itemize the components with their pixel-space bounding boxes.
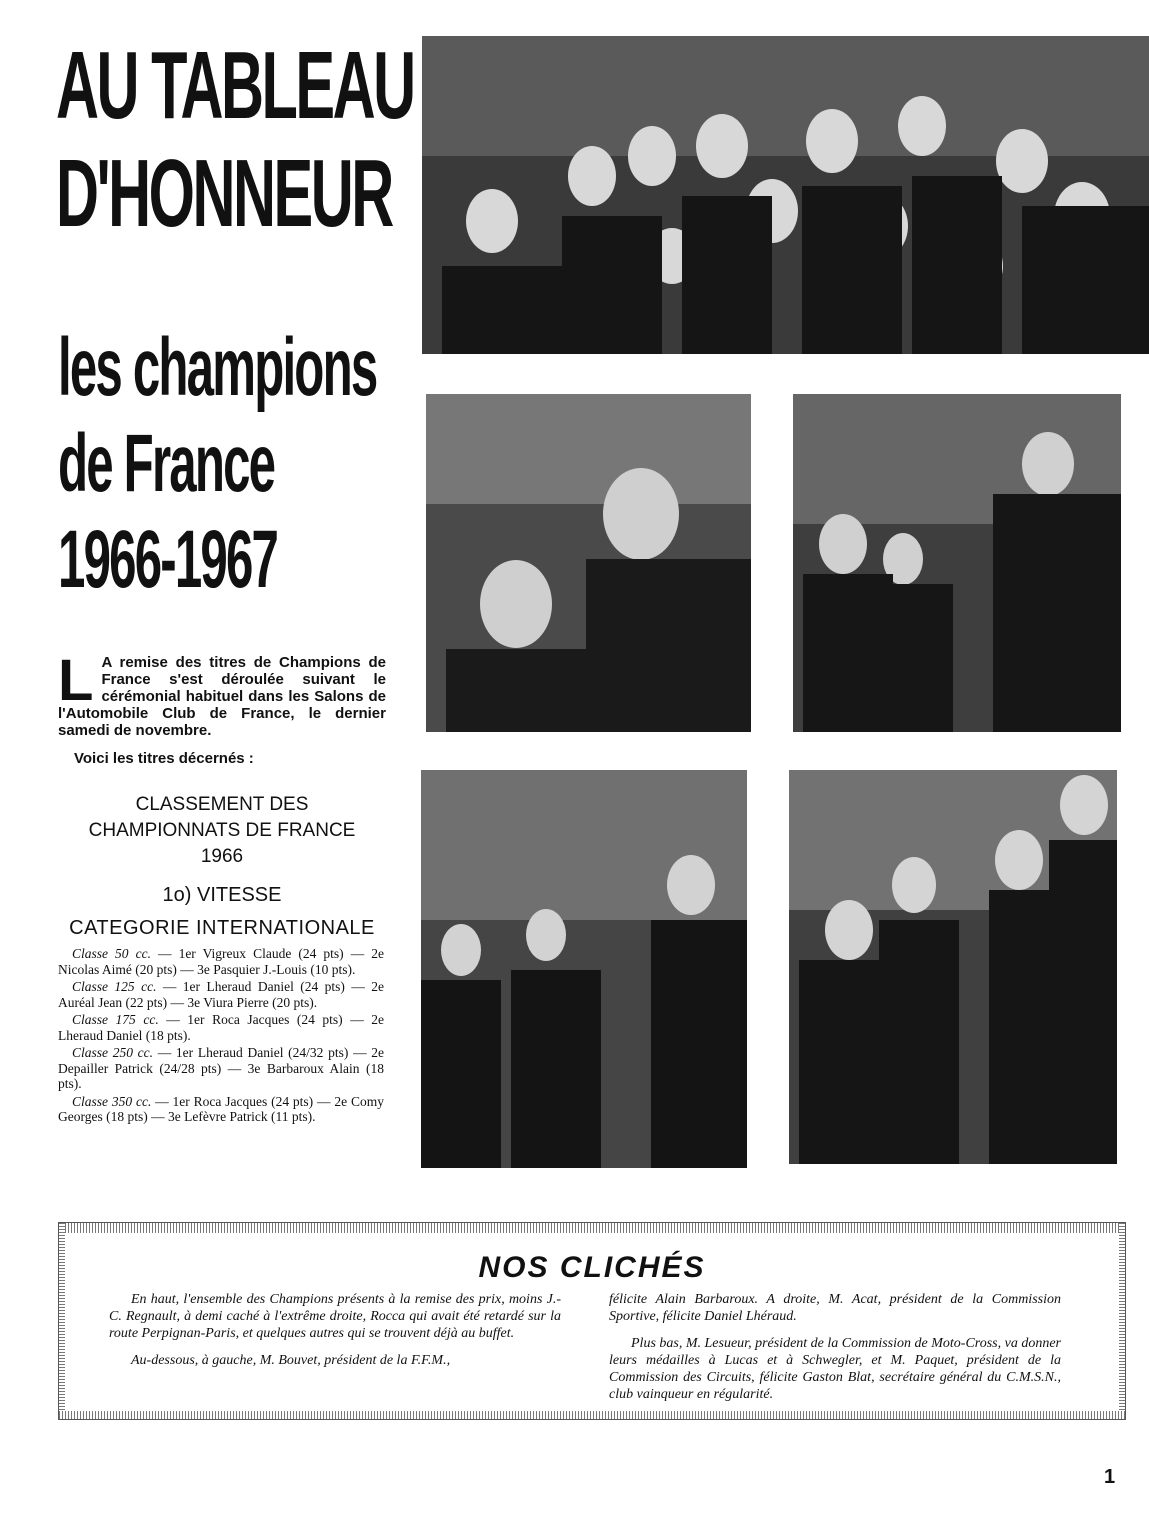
subtitle-line-3: 1966-1967	[58, 514, 278, 605]
photo-lesueur-lucas-schwegler	[421, 770, 747, 1168]
page-title	[56, 32, 414, 248]
result-entry	[58, 1045, 384, 1092]
result-text: — 1er Lheraud Daniel (24 pts) — 2e Auréal Jean (22 pts) — 3e Viura Pierre (20 pts).	[58, 979, 384, 1010]
result-entry	[58, 1094, 384, 1125]
intro-paragraph	[58, 648, 386, 739]
intro-text: A remise des titres de Champions de France s'est déroulée suivant le cérémonial habituel dans les Salons de l'Automobile Club de France, le dernier samedi de novembre.	[58, 654, 386, 739]
box-border-top	[59, 1223, 1125, 1233]
intro-lead: Voici les titres décernés :	[74, 750, 254, 767]
caption-paragraph: Au-dessous, à gauche, M. Bouvet, président de la F.F.M.,	[131, 1353, 451, 1368]
photo-acat-lheraud	[793, 394, 1121, 732]
photo-paquet-blat-image	[789, 770, 1117, 1164]
page-subtitle	[58, 320, 376, 608]
photo-paquet-blat	[789, 770, 1117, 1164]
category-internationale: CATEGORIE INTERNATIONALE	[69, 917, 375, 939]
drop-cap: L	[58, 648, 94, 713]
result-class: Classe 50 cc.	[72, 946, 151, 961]
photo-group-champions	[422, 36, 1149, 354]
result-class: Classe 175 cc.	[72, 1012, 159, 1027]
result-entry	[58, 979, 384, 1010]
photo-bouvet-barbaroux	[426, 394, 751, 732]
classement-heading-line-1: CLASSEMENT DES	[135, 794, 309, 815]
result-class: Classe 250 cc.	[72, 1045, 154, 1060]
photo-acat-lheraud-image	[793, 394, 1121, 732]
page-number: 1	[1104, 1466, 1116, 1488]
captions-column-left	[109, 1291, 561, 1379]
classement-heading	[58, 792, 386, 870]
title-line-2: D'HONNEUR	[56, 140, 392, 247]
classement-heading-line-2: CHAMPIONNATS DE FRANCE	[88, 820, 356, 841]
result-text: — 1er Roca Jacques (24 pts) — 2e Lheraud Daniel (18 pts).	[58, 1012, 384, 1043]
caption-paragraph: félicite Alain Barbaroux. A droite, M. Acat, président de la Commission Sportive, félicite Daniel Lhéraud.	[609, 1292, 1061, 1324]
result-entry	[58, 946, 384, 977]
classement-heading-line-3: 1966	[200, 846, 244, 867]
captions-box	[58, 1222, 1126, 1420]
result-text: — 1er Vigreux Claude (24 pts) — 2e Nicolas Aimé (20 pts) — 3e Pasquier J.-Louis (10 pts).	[58, 946, 384, 977]
result-entry	[58, 1012, 384, 1043]
photo-group-champions-image	[422, 36, 1149, 354]
title-line-1: AU TABLEAU	[56, 32, 414, 139]
subtitle-line-1: les champions	[58, 322, 377, 413]
result-text: — 1er Lheraud Daniel (24/32 pts) — 2e Depailler Patrick (24/28 pts) — 3e Barbaroux Alain (18 pts).	[58, 1045, 385, 1091]
photo-bouvet-barbaroux-image	[426, 394, 751, 732]
subtitle-line-2: de France	[58, 418, 275, 509]
results-list	[58, 946, 384, 1127]
result-class: Classe 125 cc.	[72, 979, 157, 994]
captions-title: NOS CLICHÉS	[478, 1251, 706, 1284]
result-text: — 1er Roca Jacques (24 pts) — 2e Comy Georges (18 pts) — 3e Lefèvre Patrick (11 pts).	[58, 1093, 384, 1124]
caption-paragraph: Plus bas, M. Lesueur, président de la Commission de Moto-Cross, va donner leurs médailles à Lucas et à Schwegler, et M. Paquet, président de la Commission des Circuits, félicite Gaston Blat, secrétaire général du C.M.S.N., club vainqueur en régularité.	[609, 1336, 1061, 1402]
result-class: Classe 350 cc.	[72, 1093, 152, 1109]
captions-column-right	[609, 1291, 1061, 1413]
caption-paragraph: En haut, l'ensemble des Champions présents à la remise des prix, moins J.-C. Regnault, à demi caché à l'extrême droite, Rocca qui avait été retardé sur la route Perpignan-Paris, et quelques autres qui se trouvent déjà au buffet.	[109, 1292, 561, 1341]
section-vitesse: 1o) VITESSE	[162, 884, 282, 906]
photo-lesueur-image	[421, 770, 747, 1168]
